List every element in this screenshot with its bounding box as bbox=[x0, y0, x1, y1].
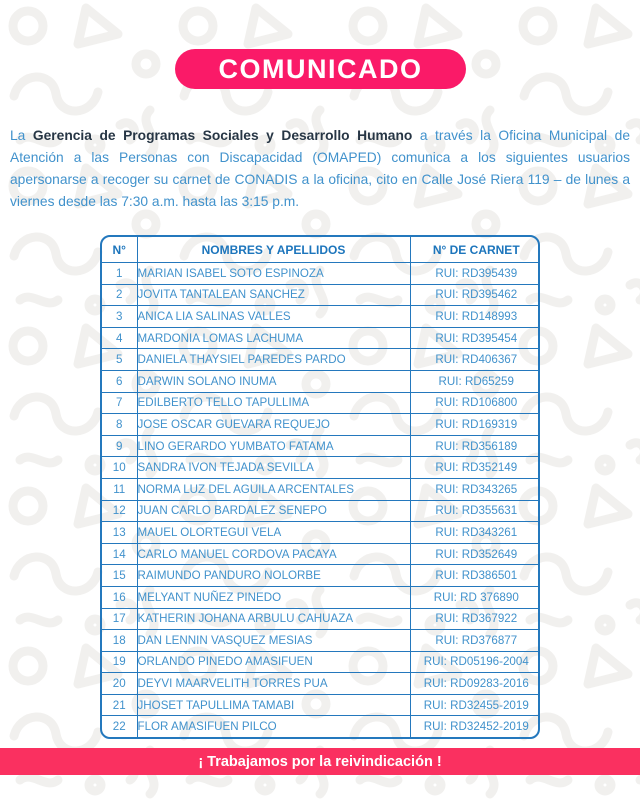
carnet-cell: RUI: RD343261 bbox=[410, 522, 540, 544]
name-cell: RAIMUNDO PANDURO NOLORBE bbox=[137, 565, 410, 587]
carnet-cell: RUI: RD355631 bbox=[410, 500, 540, 522]
row-number-cell: 14 bbox=[102, 543, 137, 565]
row-number-cell: 22 bbox=[102, 716, 137, 737]
intro-rest: a través la Oficina Municipal de Atención a las Personas con Discapacidad (OMAPED) comunica a los siguientes usuarios apersonarse a recoger su carnet de CONADIS a la oficina, cito en Calle José Riera 119 – de lunes a viernes desde las 7:30 a.m. hasta las 3:15 p.m. bbox=[10, 127, 630, 209]
header-names: NOMBRES Y APELLIDOS bbox=[137, 237, 410, 263]
name-cell: LINO GERARDO YUMBATO FATAMA bbox=[137, 435, 410, 457]
carnet-cell: RUI: RD32452-2019 bbox=[410, 716, 540, 737]
carnet-table-frame bbox=[100, 235, 540, 739]
row-number-cell: 5 bbox=[102, 349, 137, 371]
intro-paragraph bbox=[10, 125, 630, 213]
carnet-cell: RUI: RD395462 bbox=[410, 284, 540, 306]
name-cell: DAN LENNIN VASQUEZ MESIAS bbox=[137, 630, 410, 652]
table-row bbox=[102, 694, 540, 716]
row-number-cell: 11 bbox=[102, 478, 137, 500]
table-row bbox=[102, 608, 540, 630]
name-cell: ANICA LIA SALINAS VALLES bbox=[137, 306, 410, 328]
name-cell: MELYANT NUÑEZ PINEDO bbox=[137, 586, 410, 608]
carnet-cell: RUI: RD386501 bbox=[410, 565, 540, 587]
row-number-cell: 15 bbox=[102, 565, 137, 587]
table-row bbox=[102, 306, 540, 328]
carnet-cell: RUI: RD05196-2004 bbox=[410, 651, 540, 673]
row-number-cell: 19 bbox=[102, 651, 137, 673]
table-row bbox=[102, 522, 540, 544]
name-cell: JOSE OSCAR GUEVARA REQUEJO bbox=[137, 414, 410, 436]
table-row bbox=[102, 673, 540, 695]
name-cell: DEYVI MAARVELITH TORRES PUA bbox=[137, 673, 410, 695]
name-cell: JUAN CARLO BARDALEZ SENEPO bbox=[137, 500, 410, 522]
footer-slogan-label: ¡ Trabajamos por la reivindicación ! bbox=[198, 753, 442, 770]
row-number-cell: 1 bbox=[102, 263, 137, 285]
table-row bbox=[102, 263, 540, 285]
carnet-cell: RUI: RD406367 bbox=[410, 349, 540, 371]
carnet-cell: RUI: RD343265 bbox=[410, 478, 540, 500]
row-number-cell: 7 bbox=[102, 392, 137, 414]
row-number-cell: 10 bbox=[102, 457, 137, 479]
header-number: N° bbox=[102, 237, 137, 263]
carnet-cell: RUI: RD356189 bbox=[410, 435, 540, 457]
table-row bbox=[102, 651, 540, 673]
table-row bbox=[102, 457, 540, 479]
name-cell: MARDONIA LOMAS LACHUMA bbox=[137, 327, 410, 349]
carnet-table-header bbox=[102, 237, 540, 263]
name-cell: SANDRA IVON TEJADA SEVILLA bbox=[137, 457, 410, 479]
comunicado-banner bbox=[175, 49, 466, 89]
table-row bbox=[102, 500, 540, 522]
carnet-cell: RUI: RD367922 bbox=[410, 608, 540, 630]
name-cell: ORLANDO PINEDO AMASIFUEN bbox=[137, 651, 410, 673]
carnet-cell: RUI: RD32455-2019 bbox=[410, 694, 540, 716]
header-carnet: N° DE CARNET bbox=[410, 237, 540, 263]
table-row bbox=[102, 586, 540, 608]
carnet-cell: RUI: RD395454 bbox=[410, 327, 540, 349]
intro-bold-segment: Gerencia de Programas Sociales y Desarrollo Humano bbox=[32, 127, 413, 143]
row-number-cell: 4 bbox=[102, 327, 137, 349]
row-number-cell: 18 bbox=[102, 630, 137, 652]
name-cell: CARLO MANUEL CORDOVA PACAYA bbox=[137, 543, 410, 565]
name-cell: NORMA LUZ DEL AGUILA ARCENTALES bbox=[137, 478, 410, 500]
name-cell: EDILBERTO TELLO TAPULLIMA bbox=[137, 392, 410, 414]
row-number-cell: 8 bbox=[102, 414, 137, 436]
table-row bbox=[102, 716, 540, 737]
name-cell: MARIAN ISABEL SOTO ESPINOZA bbox=[137, 263, 410, 285]
name-cell: JHOSET TAPULLIMA TAMABI bbox=[137, 694, 410, 716]
row-number-cell: 21 bbox=[102, 694, 137, 716]
carnet-cell: RUI: RD352649 bbox=[410, 543, 540, 565]
row-number-cell: 16 bbox=[102, 586, 137, 608]
carnet-cell: RUI: RD65259 bbox=[410, 370, 540, 392]
row-number-cell: 2 bbox=[102, 284, 137, 306]
table-row bbox=[102, 370, 540, 392]
comunicado-banner-label: COMUNICADO bbox=[218, 53, 423, 84]
header-row bbox=[102, 237, 540, 263]
carnet-cell: RUI: RD395439 bbox=[410, 263, 540, 285]
table-row bbox=[102, 284, 540, 306]
carnet-cell: RUI: RD352149 bbox=[410, 457, 540, 479]
row-number-cell: 9 bbox=[102, 435, 137, 457]
table-row bbox=[102, 414, 540, 436]
carnet-cell: RUI: RD376877 bbox=[410, 630, 540, 652]
row-number-cell: 20 bbox=[102, 673, 137, 695]
table-row bbox=[102, 565, 540, 587]
table-row bbox=[102, 349, 540, 371]
footer-slogan-bar bbox=[0, 748, 640, 775]
carnet-table bbox=[102, 237, 540, 737]
row-number-cell: 3 bbox=[102, 306, 137, 328]
table-row bbox=[102, 630, 540, 652]
name-cell: DANIELA THAYSIEL PAREDES PARDO bbox=[137, 349, 410, 371]
table-row bbox=[102, 435, 540, 457]
carnet-cell: RUI: RD 376890 bbox=[410, 586, 540, 608]
row-number-cell: 13 bbox=[102, 522, 137, 544]
row-number-cell: 6 bbox=[102, 370, 137, 392]
row-number-cell: 12 bbox=[102, 500, 137, 522]
intro-lead: La bbox=[10, 127, 33, 143]
carnet-cell: RUI: RD169319 bbox=[410, 414, 540, 436]
name-cell: JOVITA TANTALEAN SANCHEZ bbox=[137, 284, 410, 306]
carnet-cell: RUI: RD148993 bbox=[410, 306, 540, 328]
table-row bbox=[102, 478, 540, 500]
name-cell: MAUEL OLORTEGUI VELA bbox=[137, 522, 410, 544]
table-row bbox=[102, 543, 540, 565]
row-number-cell: 17 bbox=[102, 608, 137, 630]
carnet-cell: RUI: RD09283-2016 bbox=[410, 673, 540, 695]
table-row bbox=[102, 392, 540, 414]
carnet-table-body bbox=[102, 263, 540, 738]
carnet-cell: RUI: RD106800 bbox=[410, 392, 540, 414]
name-cell: KATHERIN JOHANA ARBULU CAHUAZA bbox=[137, 608, 410, 630]
name-cell: FLOR AMASIFUEN PILCO bbox=[137, 716, 410, 737]
table-row bbox=[102, 327, 540, 349]
name-cell: DARWIN SOLANO INUMA bbox=[137, 370, 410, 392]
